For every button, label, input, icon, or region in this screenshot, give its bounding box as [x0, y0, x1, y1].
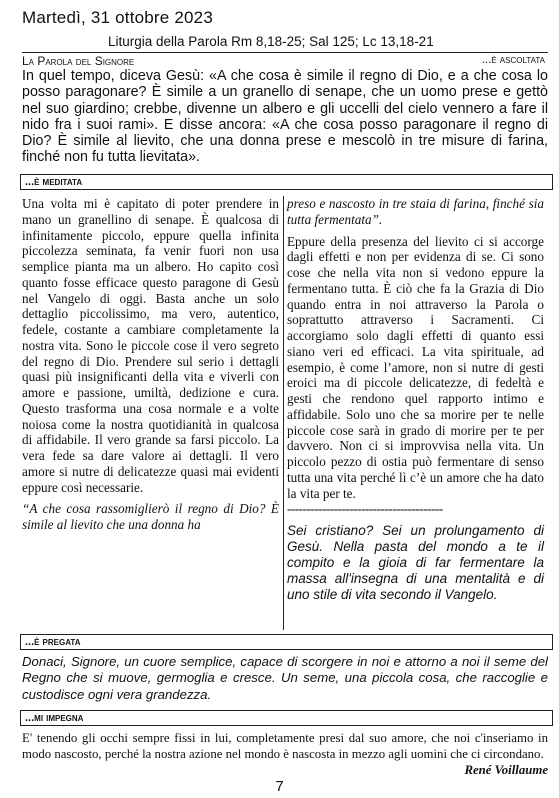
header-divider — [22, 52, 548, 53]
prayer-text: Donaci, Signore, un cuore semplice, capace di scorgere in noi e attorno a noi il seme del Regno che si muove, germoglia e cresce. Un seme, una piccola cosa, che raccoglie e custodisce ogni vera grandezza. — [22, 654, 548, 702]
dashed-separator: ---------------------------------------- — [287, 501, 443, 517]
section-label-pregata: ...è pregata — [20, 634, 553, 650]
quote-author: René Voillaume — [464, 763, 548, 777]
column-divider — [283, 196, 284, 630]
meditation-left-column — [22, 196, 279, 533]
liturgy-references: Liturgia della Parola Rm 8,18-25; Sal 125; Lc 13,18-21 — [108, 34, 434, 49]
meditation-quote-end: preso e nascosto in tre staia di farina, finché sia tutta fermentata”. — [287, 196, 544, 227]
section-label-impegna: ...mi impegna — [20, 710, 553, 726]
section-title-ascoltata: ...è ascoltata — [481, 54, 545, 66]
meditation-paragraph: Una volta mi è capitato di poter prendere in mano un granellino di senape. È qualcosa di infinitamente piccolo, eppure quella infinita piccolezza seminata, fa venir fuori non usa semplice pianta ma un albero. Ho capito così quanto fosse efficace questo paragone di Gesù nel Vangelo di oggi. Basta anche un solo dettaglio piccolissimo, ma vero, autentico, fedele, costante a cambiare completamente la nostra vita. Sono le piccole cose il vero segreto del regno di Dio. Prendere sul serio i dettagli quasi più insignificanti della vita e viverli con amore e passione, umiltà, dedizione e cura. Questo trasforma una cosa normale e a volte noiosa come la nostra quotidianità in qualcosa di affidabile. Il vero grande sa farsi piccolo. La vera fede sa dare valore ai dettagli. Il vero amore si nutre di delicatezze quasi mai evidenti eppure così necessarie. — [22, 196, 279, 495]
meditation-right-column — [287, 196, 544, 603]
section-title-parola: La Parola del Signore — [22, 54, 135, 68]
commitment-block — [22, 730, 548, 778]
meditation-closing: Sei cristiano? Sei un prolungamento di Gesù. Nella pasta del mondo a te il compito e la gioia di far fermentare la massa all'insegna di una mentalità e di uno stile di vita secondo il Vangelo. — [287, 523, 544, 602]
commitment-text: E' tenendo gli occhi sempre fissi in lui, completamente presi dal suo amore, che noi c'inseriamo in modo nascosto, perché la nostra azione nel mondo è nascosta in mezzo agli uomini che ci circondano. — [22, 731, 548, 761]
page-date: Martedì, 31 ottobre 2023 — [22, 8, 213, 27]
gospel-text: In quel tempo, diceva Gesù: «A che cosa è simile il regno di Dio, e a che cosa lo posso paragonare? È simile a un granello di senape, che un uomo prese e gettò nel suo giardino; crebbe, divenne un albero e gli uccelli del cielo vennero a fare il nido fra i suoi rami». E disse ancora: «A che cosa posso paragonare il regno di Dio? È simile al lievito, che una donna prese e mescolò in tre misure di farina, finché non fu tutta lievitata». — [22, 68, 548, 166]
meditation-quote-start: “A che cosa rassomiglierò il regno di Dio? È simile al lievito che una donna ha — [22, 501, 279, 532]
page-number: 7 — [275, 778, 284, 795]
meditation-paragraph: Eppure della presenza del lievito ci si accorge dagli effetti e non per evidenza di se. Ci sono cose che nella vita non si vedono eppure la fermentano tutta. È ciò che fa la Grazia di Dio quando entra in noi attraverso la Parola o soprattutto attraverso i Sacramenti. Ci accorgiamo solo dagli effetti di quanto essi siano veri ed efficaci. La vita spirituale, ad esempio, è come l’amore, non si nutre di gesti eroici ma di piccole delicatezze, di fedeltà e gesti che rendono quel rapporto intimo e affidabile. Solo uno che sa morire per te nelle piccole cose sarà in grado di morire per te per davvero. Non ci si improvvisa nella vita. Un piccolo pezzo di ostia può fermentare di senso tutta una vita perché lì c’è un amore che ha dato la vita per te. — [287, 233, 544, 501]
section-label-meditata: ...è meditata — [20, 174, 553, 190]
